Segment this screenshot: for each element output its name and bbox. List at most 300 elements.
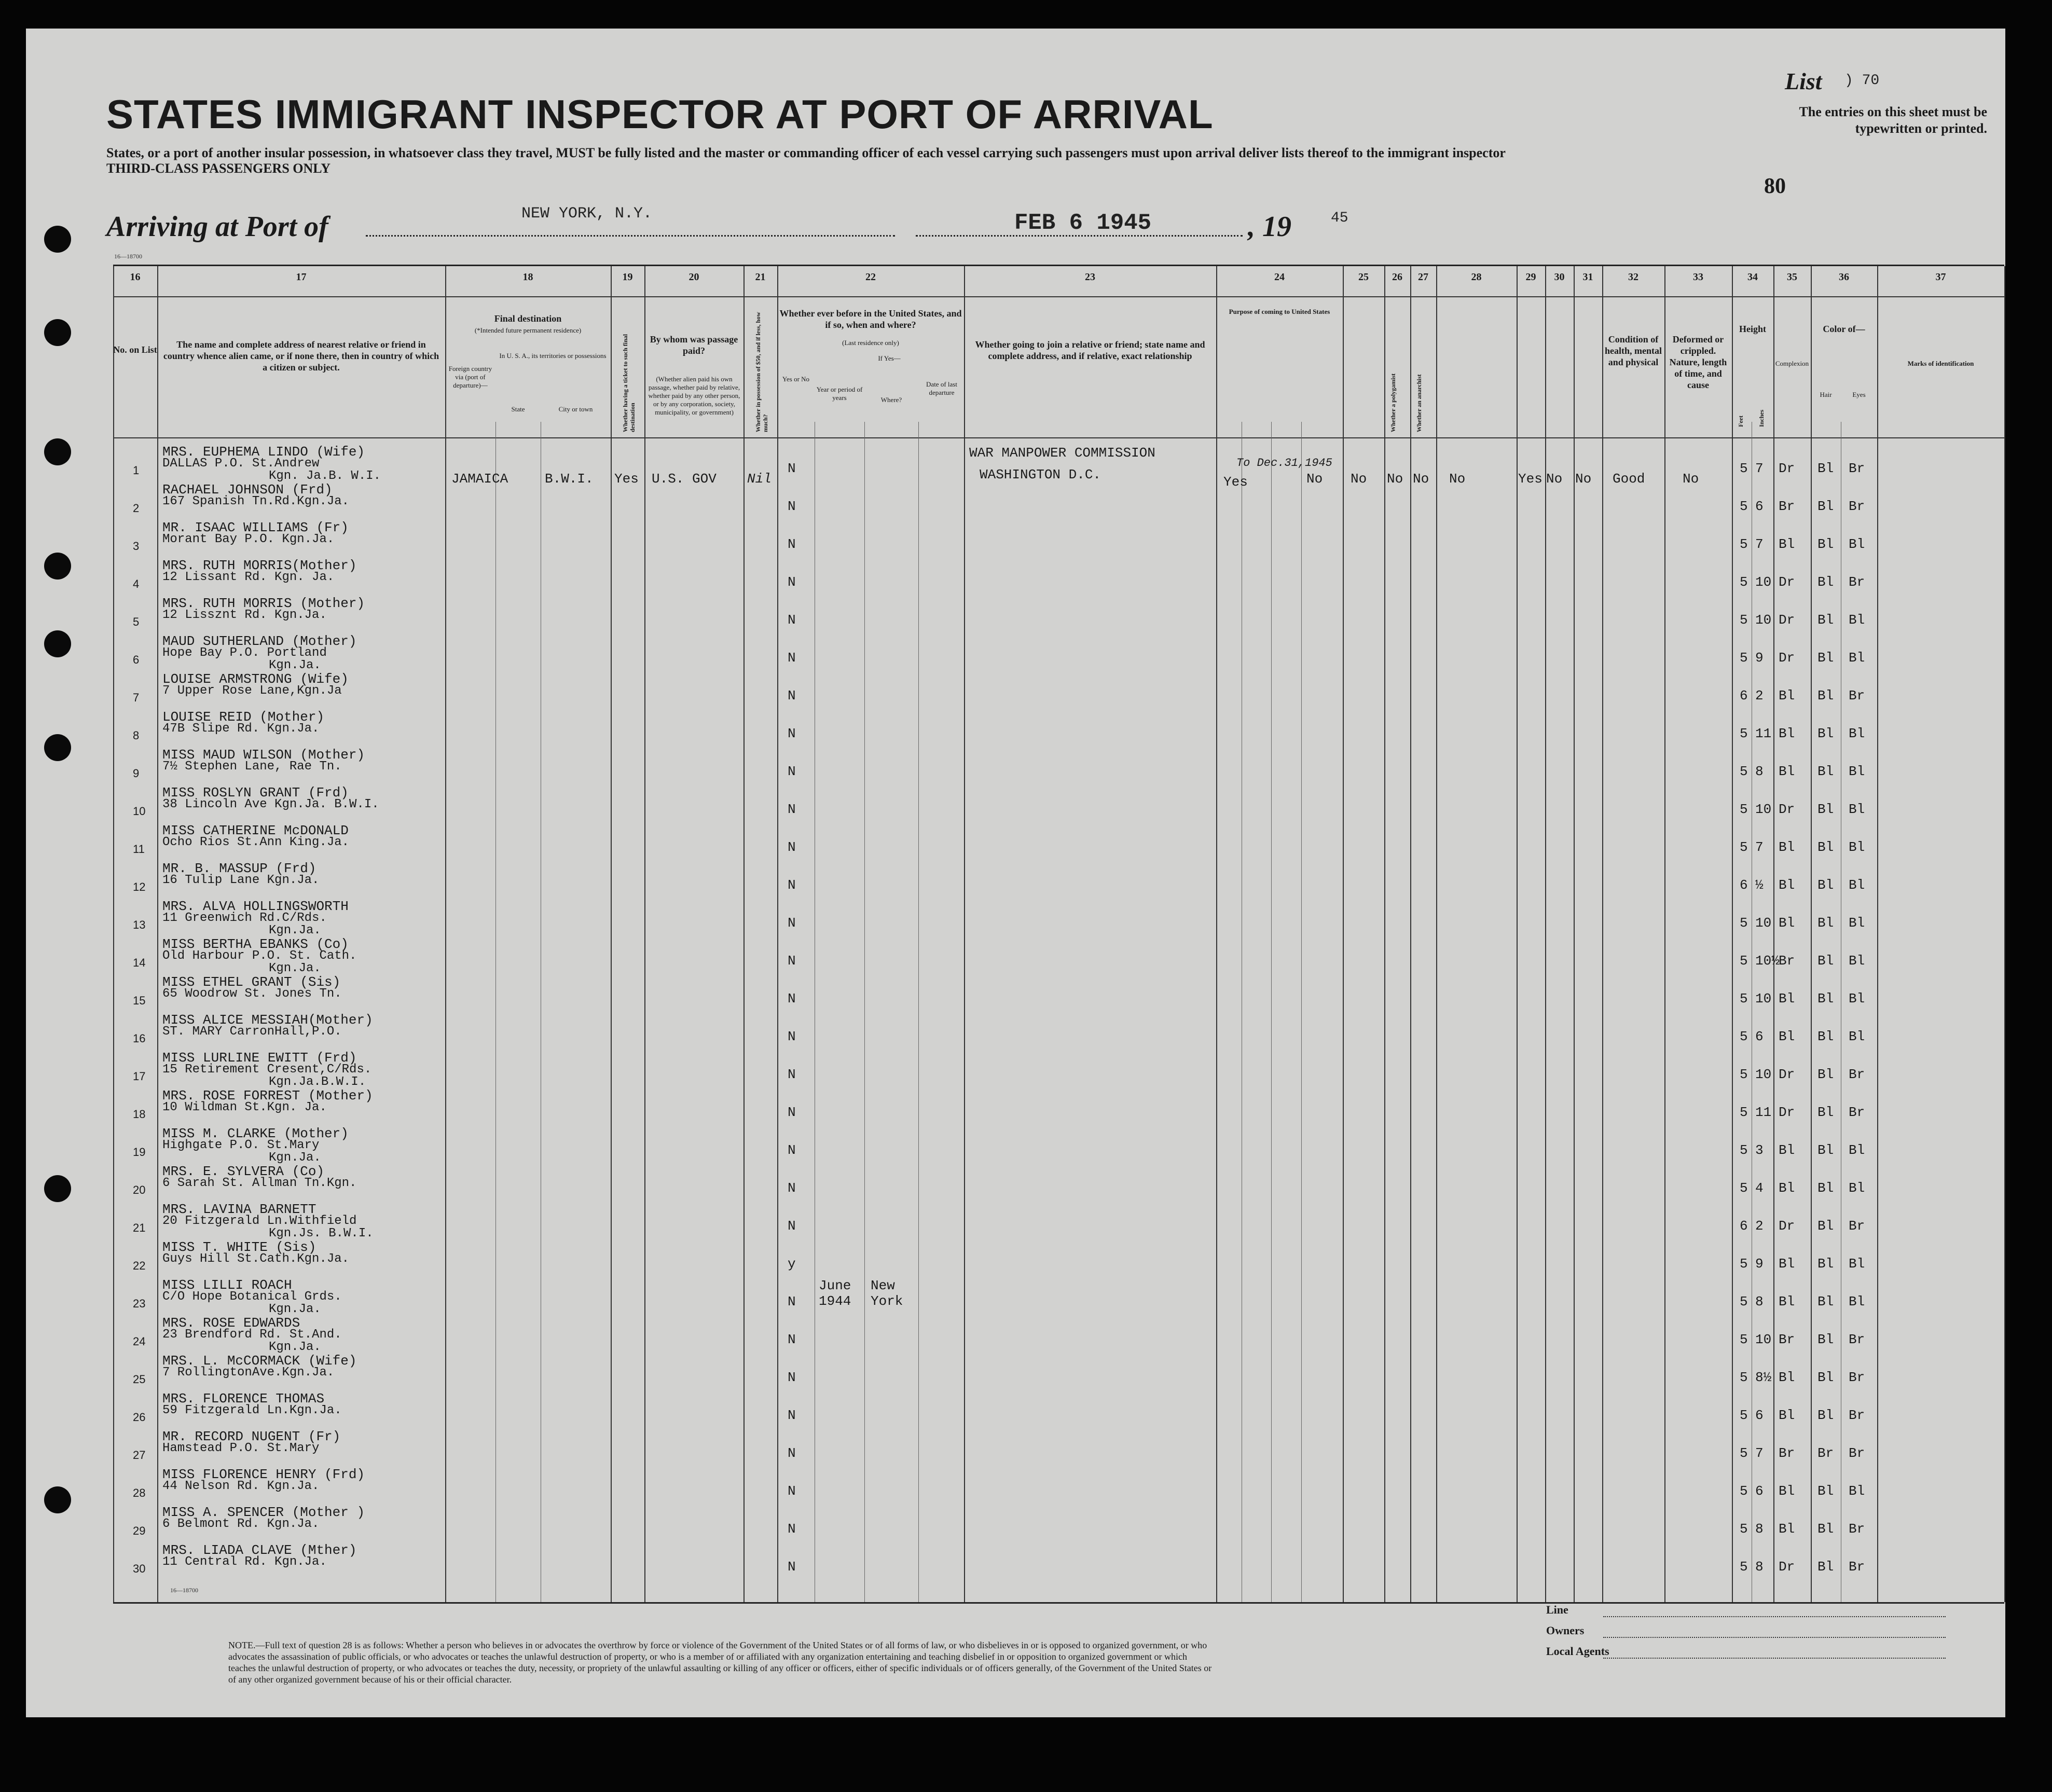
relative-name: MISS CATHERINE McDONALD	[162, 823, 349, 838]
relative-address: 11 Central Rd. Kgn.Ja.	[162, 1555, 327, 1569]
purpose-date: To Dec.31,1945	[1236, 457, 1332, 470]
eyes-value: Br	[1849, 688, 1865, 704]
relative-name: MISS ROSLYN GRANT (Frd)	[162, 785, 349, 801]
relative-name: MISS BERTHA EBANKS (Co)	[162, 936, 349, 952]
header-divider	[113, 437, 2004, 438]
height-feet: 5	[1740, 991, 1748, 1007]
complexion-value: Dr	[1779, 1105, 1795, 1120]
height-inches: 10	[1755, 915, 1772, 931]
hair-value: Bl	[1817, 915, 1834, 931]
port-line	[366, 235, 895, 237]
ever-before-value: N	[788, 536, 796, 552]
relative-name: MR. ISAAC WILLIAMS (Fr)	[162, 520, 349, 535]
relative-name: LOUISE ARMSTRONG (Wife)	[162, 671, 349, 687]
relative-address: ST. MARY CarronHall,P.O.	[162, 1025, 342, 1039]
table-row	[113, 672, 2004, 710]
eyes-value: Bl	[1849, 1180, 1865, 1196]
row-number: 29	[133, 1524, 146, 1537]
relative-address: 15 Retirement Cresent,C/Rds.	[162, 1063, 372, 1077]
ever-before-value: N	[788, 1559, 796, 1575]
height-inches: 10	[1755, 802, 1772, 817]
table-row	[113, 1354, 2004, 1391]
complexion-value: Bl	[1779, 1294, 1795, 1309]
line-field[interactable]	[1603, 1616, 1946, 1617]
relative-address: C/O Hope Botanical Grds.	[162, 1290, 342, 1304]
relative-address: 16 Tulip Lane Kgn.Ja.	[162, 873, 320, 887]
complexion-value: Dr	[1779, 612, 1795, 628]
header-polygamist: Whether a polygamist	[1389, 373, 1397, 432]
header-ever-before-note: (Last residence only)	[842, 339, 899, 347]
relative-address: Old Harbour P.O. St. Cath.	[162, 949, 357, 963]
complexion-value: Bl	[1779, 1256, 1795, 1272]
hair-value: Br	[1817, 1445, 1834, 1461]
row-number: 23	[133, 1297, 146, 1310]
eyes-value: Br	[1849, 1332, 1865, 1347]
complexion-value: Bl	[1779, 764, 1795, 779]
col-num: 27	[1418, 271, 1428, 283]
relative-name: MISS A. SPENCER (Mother )	[162, 1505, 365, 1520]
complexion-value: Br	[1779, 1445, 1795, 1461]
height-feet: 5	[1740, 1142, 1748, 1158]
complexion-value: Dr	[1779, 461, 1795, 476]
relative-name: MRS. L. McCORMACK (Wife)	[162, 1353, 357, 1369]
height-inches: 6	[1755, 1408, 1764, 1423]
passage-value: U.S. GOV	[652, 471, 717, 487]
table-row	[113, 1127, 2004, 1164]
header-joining-relative: Whether going to join a relative or friend; state name and complete address, and if relative, exact relationship	[975, 339, 1205, 361]
ever-before-value: N	[788, 1067, 796, 1082]
col-num: 20	[688, 271, 699, 283]
col-num: 30	[1554, 271, 1565, 283]
height-feet: 5	[1740, 953, 1748, 969]
height-feet: 6	[1740, 688, 1748, 704]
height-feet: 5	[1740, 1408, 1748, 1423]
table-row	[113, 1316, 2004, 1354]
height-feet: 5	[1740, 1256, 1748, 1272]
height-inches: 3	[1755, 1142, 1764, 1158]
header-ticket: Whether having a ticket to such final destination	[622, 334, 636, 432]
height-feet: 5	[1740, 839, 1748, 855]
row-number: 13	[133, 918, 146, 931]
hair-value: Bl	[1817, 877, 1834, 893]
relative-name: MR. RECORD NUGENT (Fr)	[162, 1429, 341, 1444]
row-number: 10	[133, 805, 146, 818]
complexion-value: Bl	[1779, 839, 1795, 855]
complexion-value: Bl	[1779, 1521, 1795, 1537]
height-inches: ½	[1755, 877, 1764, 893]
row-number: 28	[133, 1486, 146, 1499]
hair-value: Bl	[1817, 802, 1834, 817]
row-number: 20	[133, 1183, 146, 1196]
row-number: 12	[133, 880, 146, 893]
relative-name: MISS T. WHITE (Sis)	[162, 1239, 316, 1255]
complexion-value: Bl	[1779, 1029, 1795, 1044]
ever-before-value: N	[788, 1408, 796, 1423]
height-inches: 9	[1755, 1256, 1764, 1272]
table-row	[113, 900, 2004, 937]
row-number: 9	[133, 767, 140, 780]
eyes-value: Bl	[1849, 991, 1865, 1007]
manifest-table	[113, 265, 2004, 1604]
table-row	[113, 1165, 2004, 1202]
eyes-value: Bl	[1849, 612, 1865, 628]
ever-before-value: N	[788, 1332, 796, 1347]
relative-address: 65 Woodrow St. Jones Tn.	[162, 987, 342, 1001]
money-value: Nil	[747, 471, 772, 487]
hair-value: Bl	[1817, 1105, 1834, 1120]
row-number: 14	[133, 956, 146, 969]
relative-address-cont: Kgn.Ja.	[269, 658, 321, 672]
relative-name: MRS. LAVINA BARNETT	[162, 1202, 316, 1217]
height-feet: 5	[1740, 764, 1748, 779]
table-row	[113, 1203, 2004, 1240]
table-row	[113, 938, 2004, 975]
height-inches: 7	[1755, 461, 1764, 476]
ever-before-value: N	[788, 726, 796, 741]
row-number: 30	[133, 1562, 146, 1575]
complexion-value: Bl	[1779, 1408, 1795, 1423]
relative-address: 6 Sarah St. Allman Tn.Kgn.	[162, 1176, 357, 1190]
class-line: THIRD-CLASS PASSENGERS ONLY	[106, 161, 331, 176]
eyes-value: Bl	[1849, 726, 1865, 741]
height-feet: 5	[1740, 1332, 1748, 1347]
height-feet: 5	[1740, 1294, 1748, 1309]
relative-address: 167 Spanish Tn.Rd.Kgn.Ja.	[162, 494, 350, 508]
header-if-yes: If Yes—	[878, 354, 901, 362]
ever-before-value: N	[788, 839, 796, 855]
ever-before-value: N	[788, 1029, 796, 1044]
complexion-value: Dr	[1779, 802, 1795, 817]
ever-before-value: N	[788, 1483, 796, 1499]
complexion-value: Dr	[1779, 1218, 1795, 1234]
row-number: 24	[133, 1335, 146, 1348]
hair-value: Bl	[1817, 726, 1834, 741]
col-num: 24	[1274, 271, 1285, 283]
relative-address-cont: Kgn.Ja.	[269, 923, 321, 938]
relative-address-cont: Kgn.Js. B.W.I.	[269, 1226, 374, 1240]
header-color-of: Color of—	[1823, 324, 1865, 334]
foreign-country-value: JAMAICA	[451, 471, 508, 487]
relative-name: MISS LILLI ROACH	[162, 1277, 292, 1293]
relative-address-cont: Kgn. Ja.B. W.I.	[269, 469, 381, 483]
ticket-value: Yes	[614, 471, 639, 487]
header-ever-before: Whether ever before in the United States, and if so, when and where?	[779, 308, 962, 330]
relative-address: 7 RollingtonAve.Kgn.Ja.	[162, 1366, 335, 1380]
ever-before-value: N	[788, 1218, 796, 1234]
header-complexion: Complexion	[1775, 360, 1809, 367]
header-date-departure: Date of last departure	[926, 380, 957, 396]
table-row	[113, 1430, 2004, 1467]
height-inches: 10	[1755, 1067, 1772, 1082]
relative-address-cont: Kgn.Ja.	[269, 1340, 321, 1354]
complexion-value: Bl	[1779, 1142, 1795, 1158]
table-row	[113, 559, 2004, 596]
col-num: 25	[1358, 271, 1369, 283]
ever-before-value: N	[788, 991, 796, 1007]
binder-hole	[44, 553, 71, 580]
height-inches: 11	[1755, 726, 1772, 741]
height-inches: 8	[1755, 1559, 1764, 1575]
eyes-value: Bl	[1849, 1142, 1865, 1158]
form-number-top: 16—18700	[114, 253, 142, 260]
relative-address: 47B Slipe Rd. Kgn.Ja.	[162, 722, 320, 736]
relative-name: MRS. RUTH MORRIS(Mother)	[162, 558, 357, 573]
eyes-value: Bl	[1849, 650, 1865, 666]
ever-before-value: y	[788, 1256, 796, 1272]
eyes-value: Br	[1849, 1408, 1865, 1423]
table-row	[113, 1468, 2004, 1505]
height-inches: 8	[1755, 1521, 1764, 1537]
complexion-value: Bl	[1779, 536, 1795, 552]
eyes-value: Bl	[1849, 839, 1865, 855]
state-city-value: B.W.I.	[545, 471, 594, 487]
height-inches: 7	[1755, 536, 1764, 552]
table-row	[113, 597, 2004, 634]
arriving-label: Arriving at Port of	[106, 211, 328, 243]
header-in-usa: In U. S. A., its territories or possessions	[499, 352, 607, 360]
binder-hole	[44, 226, 71, 253]
joining-line-2: WASHINGTON D.C.	[980, 467, 1101, 483]
eyes-value: Br	[1849, 1445, 1865, 1461]
hair-value: Bl	[1817, 1521, 1834, 1537]
height-feet: 5	[1740, 1483, 1748, 1499]
header-feet: Feet	[1737, 416, 1744, 427]
complexion-value: Dr	[1779, 650, 1795, 666]
relative-address: Morant Bay P.O. Kgn.Ja.	[162, 532, 335, 546]
height-inches: 7	[1755, 839, 1764, 855]
table-row	[113, 635, 2004, 672]
hair-value: Bl	[1817, 1294, 1834, 1309]
height-inches: 6	[1755, 1483, 1764, 1499]
table-row	[113, 1392, 2004, 1429]
relative-name: MISS ALICE MESSIAH(Mother)	[162, 1012, 373, 1028]
instructions-line: States, or a port of another insular possession, in whatsoever class they travel, MUST be fully listed and the master or commanding officer of each vessel carrying such passengers must upon arrival deliver lists thereof to the immigrant inspector	[106, 145, 1506, 160]
hair-value: Bl	[1817, 499, 1834, 514]
row-number: 19	[133, 1146, 146, 1159]
header-city: City or town	[558, 405, 593, 413]
col-num: 33	[1693, 271, 1703, 283]
eyes-value: Bl	[1849, 1256, 1865, 1272]
hair-value: Bl	[1817, 574, 1834, 590]
height-inches: 2	[1755, 1218, 1764, 1234]
height-inches: 2	[1755, 688, 1764, 704]
eyes-value: Br	[1849, 1218, 1865, 1234]
col31-value: No	[1575, 471, 1592, 487]
relative-address: Ocho Rios St.Ann King.Ja.	[162, 835, 350, 849]
height-inches: 7	[1755, 1445, 1764, 1461]
header-hair: Hair	[1820, 391, 1832, 398]
footer-note: NOTE.—Full text of question 28 is as follows: Whether a person who believes in or advocates the overthrow by force or violence of the Government of the United States or of all forms of law, or who disbelieves in or is opposed to organized government, or who advocates the assassination of public officials, or who advocates or teaches the unlawful destruction of property, or who is a member of or affiliated with any organization entertaining and teaching disbelief in or opposition to organized government or which teaches the unlawful destruction of property, or who advocates or teaches the duty, necessity, or propriety of the unlawful assaulting or killing of any officer or officers, either of specific individuals or of officers generally, of the Government of the United States or of any other organized government because of his or their official character.	[228, 1640, 1212, 1685]
hair-value: Bl	[1817, 953, 1834, 969]
ever-before-value: N	[788, 1445, 796, 1461]
relative-name: MRS. E. SYLVERA (Co)	[162, 1164, 325, 1179]
ever-before-value: N	[788, 915, 796, 931]
height-inches: 10	[1755, 612, 1772, 628]
ever-before-value: N	[788, 688, 796, 704]
table-row	[113, 521, 2004, 558]
hair-value: Bl	[1817, 1483, 1834, 1499]
table-row	[113, 1089, 2004, 1126]
row-number: 3	[133, 540, 140, 553]
complexion-value: Br	[1779, 1332, 1795, 1347]
row-number: 16	[133, 1032, 146, 1045]
eyes-value: Bl	[1849, 764, 1865, 779]
ever-before-value: N	[788, 1521, 796, 1537]
relative-address: Guys Hill St.Cath.Kgn.Ja.	[162, 1252, 350, 1266]
ever-before-value: N	[788, 953, 796, 969]
col-num: 26	[1392, 271, 1402, 283]
col28-value: No	[1449, 471, 1466, 487]
header-possession: Whether in possession of $50, and if less, how much?	[754, 312, 769, 432]
height-inches: 8	[1755, 1294, 1764, 1309]
relative-address: 7 Upper Rose Lane,Kgn.Ja	[162, 684, 342, 698]
table-row	[113, 862, 2004, 899]
eyes-value: Bl	[1849, 915, 1865, 931]
purpose-yes: Yes	[1223, 474, 1248, 490]
row-number: 27	[133, 1449, 146, 1462]
eyes-value: Br	[1849, 574, 1865, 590]
height-feet: 5	[1740, 574, 1748, 590]
relative-name: MRS. LIADA CLAVE (Mther)	[162, 1542, 357, 1558]
header-final-destination-note: (*Intended future permanent residence)	[474, 326, 582, 334]
hair-value: Bl	[1817, 1067, 1834, 1082]
ever-before-value: N	[788, 612, 796, 628]
health-value: Good	[1613, 471, 1645, 487]
header-divider	[113, 296, 2004, 297]
header-inches: Inches	[1758, 409, 1765, 427]
height-feet: 6	[1740, 1218, 1748, 1234]
header-year-period: Year or period of years	[816, 385, 863, 402]
eyes-value: Bl	[1849, 1294, 1865, 1309]
row-number: 18	[133, 1108, 146, 1121]
complexion-value: Bl	[1779, 1370, 1795, 1385]
page-title: STATES IMMIGRANT INSPECTOR AT PORT OF ARRIVAL	[106, 91, 1214, 137]
header-eyes: Eyes	[1852, 391, 1866, 398]
manifest-sheet	[26, 29, 2005, 1717]
header-where: Where?	[880, 396, 902, 404]
table-row	[113, 1013, 2004, 1051]
complexion-value: Bl	[1779, 915, 1795, 931]
purpose-length-value: No	[1306, 471, 1323, 487]
year-period-value: June 1944	[819, 1278, 851, 1309]
col-num: 31	[1582, 271, 1593, 283]
height-inches: 8½	[1755, 1370, 1772, 1385]
ever-before-value: N	[788, 574, 796, 590]
relative-name: MRS. ROSE EDWARDS	[162, 1315, 300, 1331]
header-yes-no: Yes or No	[782, 375, 810, 383]
hair-value: Bl	[1817, 536, 1834, 552]
complexion-value: Br	[1779, 499, 1795, 514]
eyes-value: Br	[1849, 1105, 1865, 1120]
col30-value: No	[1546, 471, 1563, 487]
table-row	[113, 748, 2004, 785]
relative-address-cont: Kgn.Ja.	[269, 1302, 321, 1316]
row-number: 7	[133, 691, 140, 704]
relative-address-cont: Kgn.Ja.	[269, 961, 321, 975]
binder-hole	[44, 630, 71, 657]
relative-name: MISS MAUD WILSON (Mother)	[162, 747, 365, 763]
header-nearest-relative: The name and complete address of nearest relative or friend in country whence alien came, or if none there, then in country of which a citizen or subject.	[163, 339, 439, 373]
line-label: Line	[1546, 1603, 1568, 1616]
col-num: 17	[296, 271, 307, 283]
eyes-value: Br	[1849, 499, 1865, 514]
height-inches: 9	[1755, 650, 1764, 666]
height-feet: 5	[1740, 1067, 1748, 1082]
relative-name: MISS ETHEL GRANT (Sis)	[162, 974, 341, 990]
relative-name: RACHAEL JOHNSON (Frd)	[162, 482, 333, 498]
col-num: 37	[1935, 271, 1946, 283]
header-anarchist: Whether an anarchist	[1415, 374, 1423, 432]
year-value: 45	[1331, 210, 1348, 226]
hair-value: Bl	[1817, 1559, 1834, 1575]
complexion-value: Bl	[1779, 726, 1795, 741]
relative-name: MISS M. CLARKE (Mother)	[162, 1126, 349, 1141]
col-num: 18	[522, 271, 533, 283]
header-passage-paid-note: (Whether alien paid his own passage, whether paid by relative, whether paid by any other person, or by any corporation, society, municipality, or government)	[648, 375, 740, 416]
relative-name: MISS LURLINE EWITT (Frd)	[162, 1050, 357, 1066]
col-num: 21	[755, 271, 766, 283]
table-row	[113, 975, 2004, 1013]
owners-field[interactable]	[1603, 1637, 1946, 1638]
form-number-bottom: 16—18700	[170, 1587, 198, 1594]
col-num: 16	[130, 271, 141, 283]
relative-address: 44 Nelson Rd. Kgn.Ja.	[162, 1479, 320, 1493]
row-22-extra	[113, 1278, 2004, 1315]
row-number: 4	[133, 577, 140, 590]
relative-name: MRS. FLORENCE THOMAS	[162, 1391, 325, 1407]
height-inches: 4	[1755, 1180, 1764, 1196]
header-state: State	[511, 405, 525, 413]
eyes-value: Bl	[1849, 1483, 1865, 1499]
col-num: 32	[1628, 271, 1638, 283]
local-agents-label: Local Agents	[1546, 1645, 1609, 1658]
hair-value: Bl	[1817, 991, 1834, 1007]
deformed-value: No	[1683, 471, 1699, 487]
height-inches: 8	[1755, 764, 1764, 779]
ever-before-value: N	[788, 1105, 796, 1120]
complexion-value: Bl	[1779, 1483, 1795, 1499]
relative-address: 7½ Stephen Lane, Rae Tn.	[162, 760, 342, 774]
height-inches: 6	[1755, 1029, 1764, 1044]
hair-value: Bl	[1817, 839, 1834, 855]
binder-hole	[44, 319, 71, 346]
eyes-value: Bl	[1849, 1029, 1865, 1044]
hair-value: Bl	[1817, 1408, 1834, 1423]
eyes-value: Br	[1849, 1370, 1865, 1385]
col29-value: Yes	[1518, 471, 1543, 487]
table-row	[113, 786, 2004, 823]
row-number: 11	[133, 843, 145, 856]
relative-address: Highgate P.O. St.Mary	[162, 1138, 320, 1152]
height-inches: 10	[1755, 991, 1772, 1007]
complexion-value: Dr	[1779, 574, 1795, 590]
owners-label: Owners	[1546, 1624, 1585, 1637]
height-feet: 5	[1740, 650, 1748, 666]
where-value: New York	[871, 1278, 903, 1309]
height-feet: 5	[1740, 1105, 1748, 1120]
table-row	[113, 1506, 2004, 1543]
relative-address: 12 Lissant Rd. Kgn. Ja.	[162, 570, 335, 584]
table-row	[113, 1051, 2004, 1088]
ever-before-value: N	[788, 499, 796, 514]
local-agents-field[interactable]	[1603, 1658, 1946, 1659]
relative-address: 12 Lissznt Rd. Kgn.Ja.	[162, 608, 327, 622]
hair-value: Bl	[1817, 1370, 1834, 1385]
height-feet: 5	[1740, 726, 1748, 741]
col-num: 29	[1525, 271, 1536, 283]
height-feet: 5	[1740, 1521, 1748, 1537]
col25-value: No	[1351, 471, 1367, 487]
